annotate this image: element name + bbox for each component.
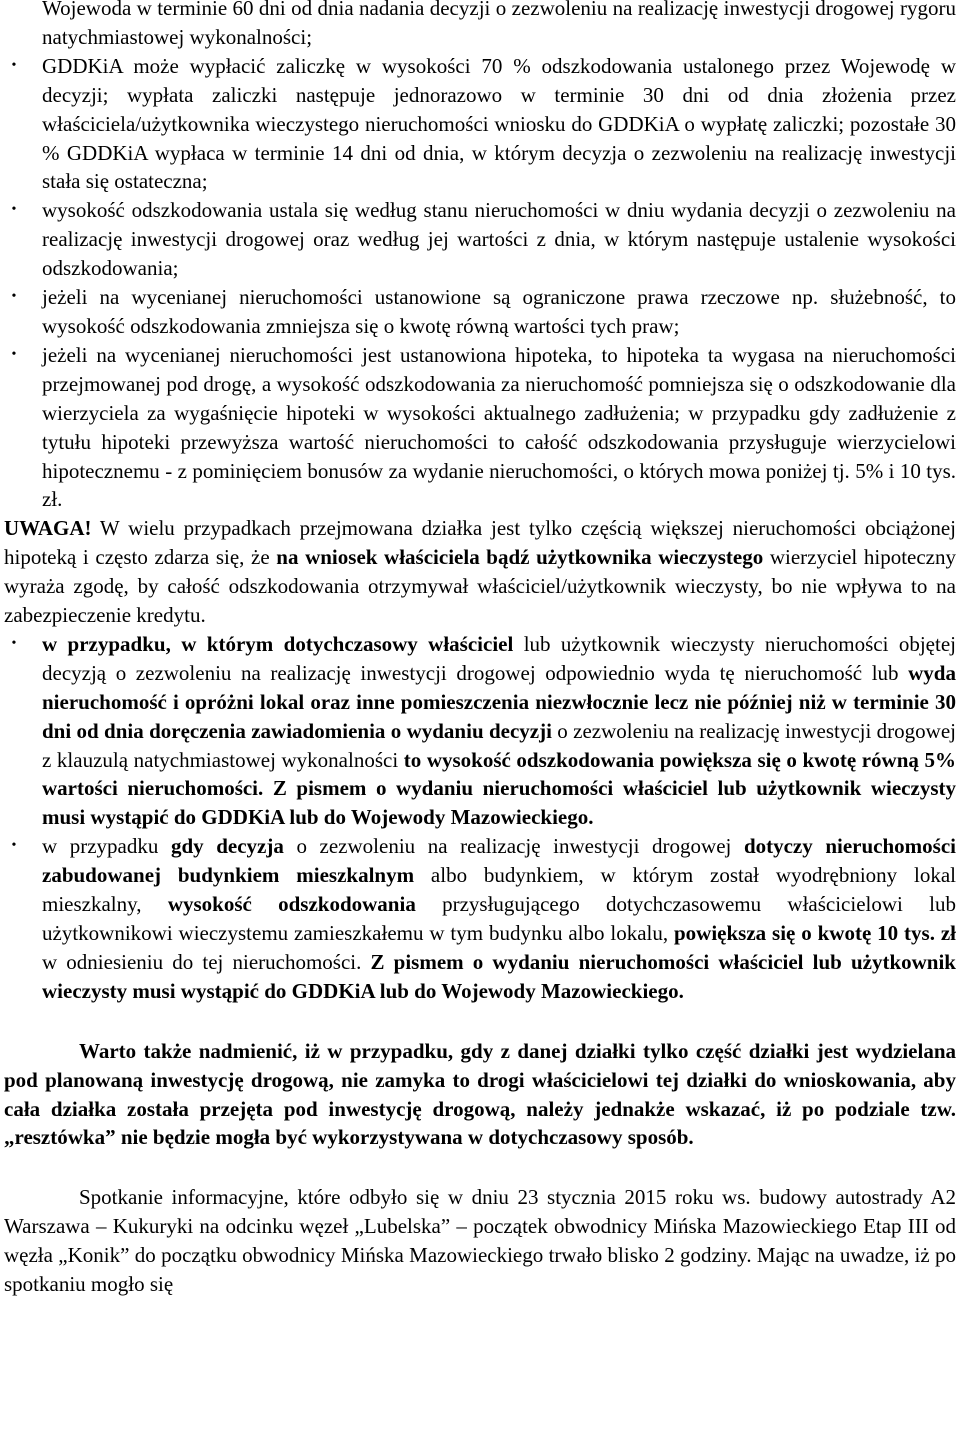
- list-item-emphasis: Z pismem o wydaniu nieruchomości właściciel lub użytkownik wieczysty musi wystąpić do GDDKiA lub do Wojewody Mazowieckiego.: [42, 949, 956, 1003]
- list-item-emphasis: gdy decyzja: [170, 834, 284, 859]
- warning-paragraph: [0, 514, 960, 630]
- bullet-icon: •: [11, 289, 17, 305]
- list-item: [0, 196, 960, 283]
- note-paragraph: [0, 1037, 960, 1153]
- warning-label: UWAGA!: [4, 516, 92, 541]
- warning-emphasis: na wniosek właściciela bądź użytkownika wieczystego: [276, 545, 764, 570]
- list-item: [0, 341, 960, 514]
- list-item-text: albo budynkiem, w którym został wyodrębniony lokal mieszkalny,: [42, 863, 956, 917]
- list-item-emphasis: powiększa się o kwotę 10 tys. zł: [673, 921, 956, 945]
- list-item-text: jeżeli na wycenianej nieruchomości jest ustanowiona hipoteka, to hipoteka ta wygasa na nieruchomości przejmowanej pod drogę, a wysokość odszkodowania za nieruchomość pomniejsza się o odszkodowanie dla wierzyciela za wygaśnięcie hipoteki w wysokości aktualnego zadłużenia; w przypadku gdy zadłużenie z tytułu hipoteki przewyższa wartość nieruchomości to całość odszkodowania przysługuje wierzycielowi hipotecznemu - z pominięciem bonusów za wydanie nieruchomości, o których mowa poniżej tj. 5% i 10 tys. zł.: [42, 342, 956, 512]
- bullet-icon: •: [11, 635, 17, 651]
- meeting-paragraph: [0, 1183, 960, 1299]
- warning-text: wierzyciel hipoteczny wyraża zgodę, by całość odszkodowania otrzymywał właściciel/użytkownik wieczysty, bo nie wpływa to na zabezpieczenie kredytu.: [4, 545, 957, 628]
- list-item-text: GDDKiA może wypłacić zaliczkę w wysokości 70 % odszkodowania ustalonego przez Wojewodę w decyzji; wypłata zaliczki następuje jednorazowo w terminie 30 dni od dnia złożenia przez właściciela/użytkownika wieczystego nieruchomości wniosku do GDDKiA o wypłatę zaliczki; pozostałe 30 % GDDKiA wypłaca w terminie 14 dni od dnia, w którym decyzja o zezwoleniu na realizację inwestycji stała się ostateczna;: [42, 53, 956, 194]
- list-item: [0, 832, 960, 1005]
- list-item-text: w odniesieniu do tej nieruchomości.: [42, 949, 371, 974]
- list-item-text: lub użytkownik wieczysty nieruchomości objętej decyzją o zezwoleniu na realizację inwestycji drogowej odpowiednio wyda tę nieruchomość lub: [42, 631, 956, 685]
- note-text: Warto także nadmienić, iż w przypadku, gdy z danej działki tylko część działki jest wydzielana pod planowaną inwestycję drogową, nie zamyka to drogi właścicielowi tej działki do wnioskowania, aby cała działka została przejęta pod inwestycję drogową, należy jednakże wskazać, iż po podziale tzw. „resztówka” nie będzie mogła być wykorzystywana w dotychczasowy sposób.: [4, 1038, 956, 1150]
- list-item-emphasis: w przypadku, w którym dotychczasowy właściciel: [42, 631, 514, 656]
- list-item-text: w przypadku: [42, 834, 171, 859]
- meeting-text: Spotkanie informacyjne, które odbyło się w dniu 23 stycznia 2015 roku ws. budowy autostrady A2 Warszawa – Kukuryki na odcinku węzeł „Lubelska” – początek obwodnicy Mińska Mazowieckiego Etap III od węzła „Konik” do początku obwodnicy Mińska Mazowieckiego trwało blisko 2 godziny. Mając na uwadze, iż po spotkaniu mogło się: [4, 1185, 956, 1297]
- list-item-text: jeżeli na wycenianej nieruchomości ustanowione są ograniczone prawa rzeczowe np. służebność, to wysokość odszkodowania zmniejsza się o kwotę równą wartości tych praw;: [42, 285, 956, 338]
- paragraph-spacer: [0, 1152, 960, 1183]
- paragraph-continuation: [0, 0, 960, 52]
- list-item: [0, 283, 960, 341]
- list-item-text: wysokość odszkodowania ustala się według stanu nieruchomości w dniu wydania decyzji o zezwoleniu na realizację inwestycji drogowej oraz według jej wartości z dnia, w którym następuje ustalenie wysokości odszkodowania;: [42, 198, 956, 281]
- bullet-icon: •: [11, 57, 17, 73]
- list-item-text: przysługującego dotychczasowemu właścicielowi lub użytkownikowi wieczystemu zamieszkałemu w tym budynku albo lokalu,: [42, 892, 956, 945]
- list-item-text: o zezwoleniu na realizację inwestycji drogowej: [283, 834, 744, 859]
- list-item: [0, 52, 960, 197]
- list-item-emphasis: wyda nieruchomość i opróżni lokal oraz inne pomieszczenia niezwłocznie lecz nie później niż w terminie 30 dni od dnia doręczenia zawiadomienia o wydaniu decyzji: [42, 660, 956, 743]
- bullet-icon: •: [11, 202, 17, 218]
- list-item-emphasis: dotyczy nieruchomości zabudowanej budynkiem mieszkalnym: [42, 834, 956, 888]
- paragraph-spacer: [0, 1006, 960, 1037]
- list-item-emphasis: wysokość odszkodowania: [167, 892, 416, 917]
- list-item: [0, 630, 960, 832]
- list-item-text: o zezwoleniu na realizację inwestycji drogowej z klauzulą natychmiastowej wykonalności: [42, 718, 956, 772]
- paragraph-continuation-text: Wojewoda w terminie 60 dni od dnia nadania decyzji o zezwoleniu na realizację inwestycji drogowej rygoru natychmiastowej wykonalności;: [42, 0, 956, 49]
- bullet-icon: •: [11, 838, 17, 854]
- list-item-emphasis: to wysokość odszkodowania powiększa się o kwotę równą 5% wartości nieruchomości. Z pismem o wydaniu nieruchomości właściciel lub użytkownik wieczysty musi wystąpić do GDDKiA lub do Wojewody Mazowieckiego.: [42, 747, 956, 830]
- bullet-icon: •: [11, 346, 17, 362]
- warning-text: W wielu przypadkach przejmowana działka jest tylko częścią większej nieruchomości obciążonej hipoteką i często zdarza się, że: [4, 516, 956, 570]
